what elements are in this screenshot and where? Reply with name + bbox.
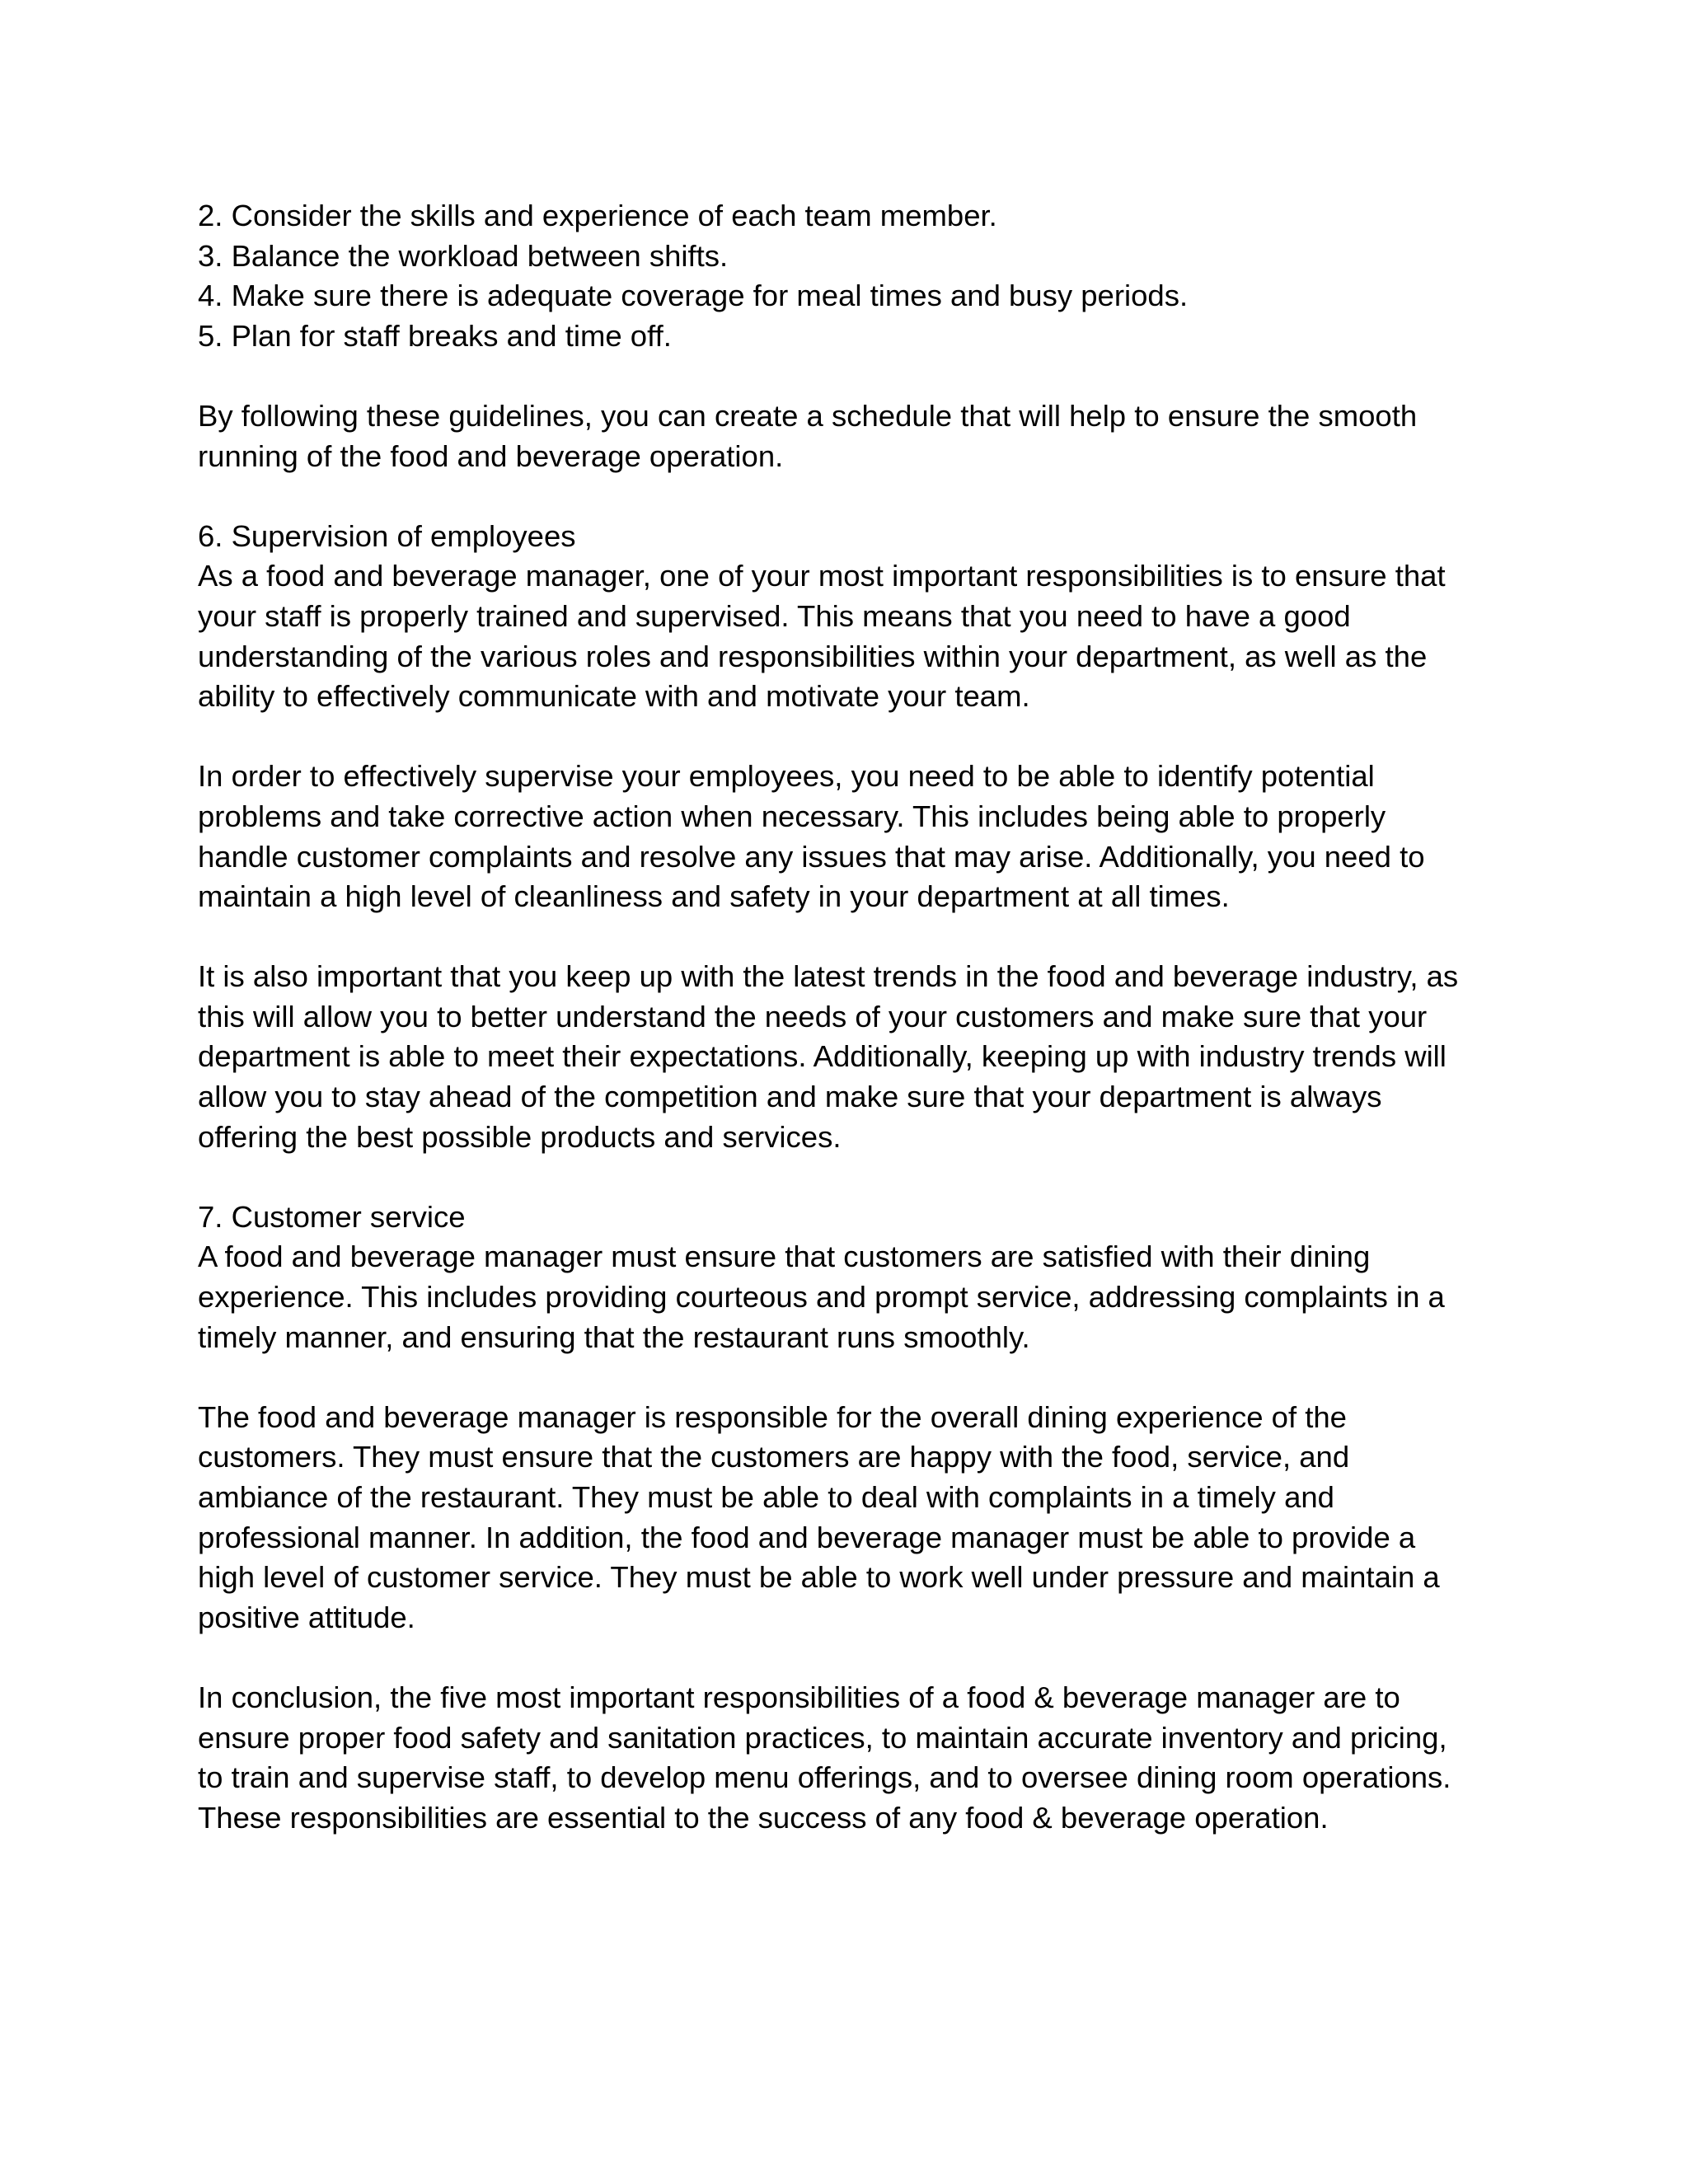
list-item: 3. Balance the workload between shifts. bbox=[198, 238, 729, 273]
text-line: It is also important that you keep up with the latest trends in the food and beverage industry, as bbox=[198, 959, 1459, 994]
paragraph-dining-experience bbox=[198, 1398, 1500, 1638]
list-item: 5. Plan for staff breaks and time off. bbox=[198, 318, 672, 353]
text-line: running of the food and beverage operation. bbox=[198, 438, 784, 473]
text-line: maintain a high level of cleanliness and safety in your department at all times. bbox=[198, 879, 1230, 914]
section-customer-service bbox=[198, 1197, 1500, 1357]
text-line: to train and supervise staff, to develop menu offerings, and to oversee dining room operations. bbox=[198, 1760, 1451, 1795]
document-body bbox=[198, 196, 1500, 1838]
text-line: ambiance of the restaurant. They must be able to deal with complaints in a timely and bbox=[198, 1480, 1334, 1514]
text-line: high level of customer service. They must be able to work well under pressure and maintain a bbox=[198, 1560, 1440, 1595]
text-line: this will allow you to better understand the needs of your customers and make sure that your bbox=[198, 999, 1428, 1033]
text-line: ability to effectively communicate with and motivate your team. bbox=[198, 679, 1030, 714]
text-line: customers. They must ensure that the customers are happy with the food, service, and bbox=[198, 1440, 1350, 1474]
section-supervision-of-employees bbox=[198, 517, 1500, 717]
text-line: your staff is properly trained and supervised. This means that you need to have a good bbox=[198, 598, 1351, 633]
section-heading: 7. Customer service bbox=[198, 1199, 466, 1234]
paragraph-industry-trends bbox=[198, 957, 1500, 1157]
text-line: department is able to meet their expectations. Additionally, keeping up with industry trends will bbox=[198, 1039, 1447, 1074]
text-line: offering the best possible products and services. bbox=[198, 1119, 842, 1154]
list-item: 4. Make sure there is adequate coverage for meal times and busy periods. bbox=[198, 279, 1189, 313]
text-line: professional manner. In addition, the food and beverage manager must be able to provide a bbox=[198, 1520, 1416, 1554]
text-line: As a food and beverage manager, one of your most important responsibilities is to ensure that bbox=[198, 559, 1446, 593]
schedule-guidelines-list bbox=[198, 196, 1500, 356]
text-line: understanding of the various roles and responsibilities within your department, as well as the bbox=[198, 639, 1428, 673]
text-line: In order to effectively supervise your employees, you need to be able to identify potential bbox=[198, 759, 1375, 794]
text-line: By following these guidelines, you can create a schedule that will help to ensure the smooth bbox=[198, 398, 1418, 433]
text-line: problems and take corrective action when necessary. This includes being able to properly bbox=[198, 799, 1386, 833]
text-line: handle customer complaints and resolve any issues that may arise. Additionally, you need to bbox=[198, 839, 1425, 874]
text-line: A food and beverage manager must ensure that customers are satisfied with their dining bbox=[198, 1240, 1371, 1274]
text-line: In conclusion, the five most important responsibilities of a food & beverage manager are to bbox=[198, 1680, 1400, 1714]
text-line: timely manner, and ensuring that the restaurant runs smoothly. bbox=[198, 1319, 1030, 1354]
text-line: experience. This includes providing courteous and prompt service, addressing complaints in a bbox=[198, 1280, 1445, 1315]
text-line: ensure proper food safety and sanitation practices, to maintain accurate inventory and pricing, bbox=[198, 1720, 1447, 1755]
paragraph-guidelines-summary bbox=[198, 396, 1500, 476]
text-line: The food and beverage manager is responsible for the overall dining experience of the bbox=[198, 1399, 1347, 1434]
section-heading: 6. Supervision of employees bbox=[198, 518, 576, 553]
text-line: positive attitude. bbox=[198, 1600, 415, 1634]
text-line: allow you to stay ahead of the competition and make sure that your department is always bbox=[198, 1080, 1382, 1114]
paragraph-conclusion bbox=[198, 1678, 1500, 1838]
paragraph-supervise-employees bbox=[198, 757, 1500, 916]
list-item: 2. Consider the skills and experience of each team member. bbox=[198, 199, 997, 232]
text-line: These responsibilities are essential to the success of any food & beverage operation. bbox=[198, 1800, 1329, 1835]
